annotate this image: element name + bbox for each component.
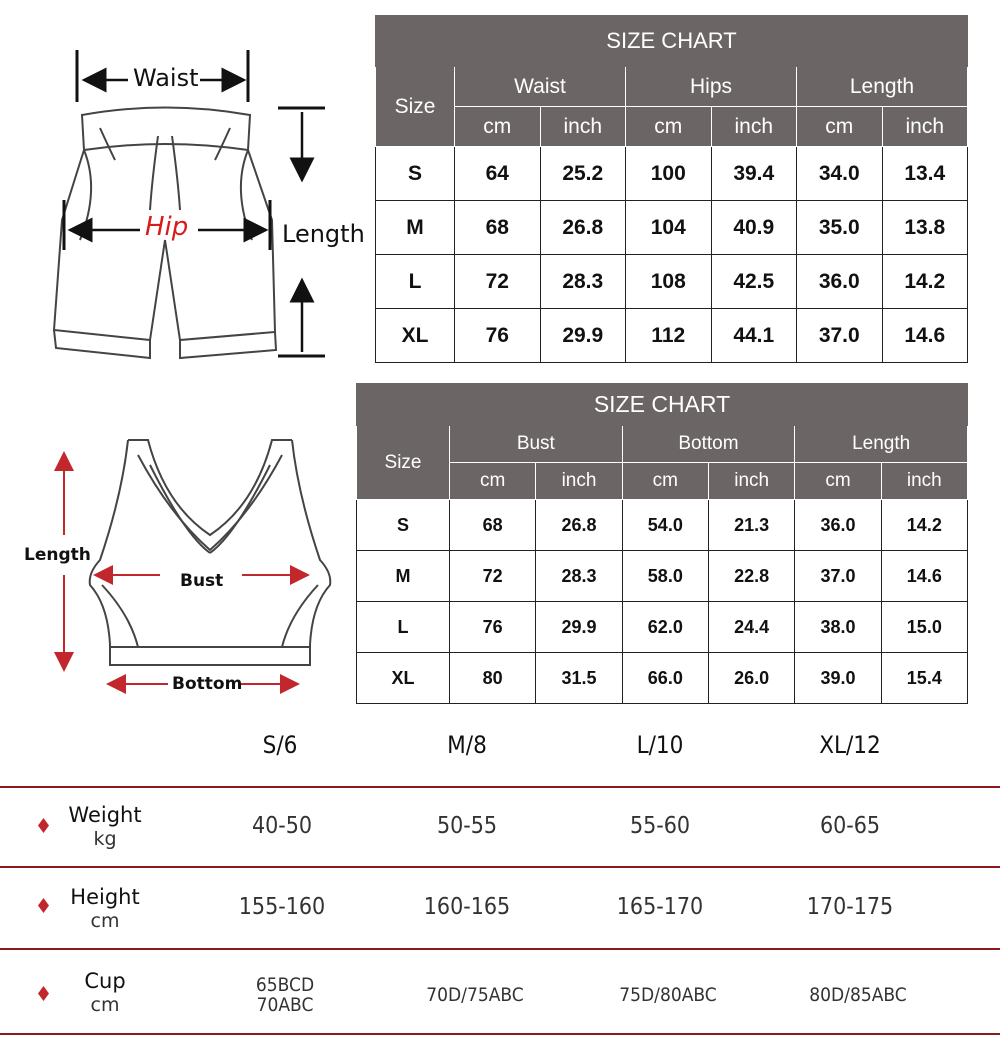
group-header-waist: Waist [455, 67, 626, 107]
group-header-bottom: Bottom [622, 426, 795, 463]
table-row [357, 653, 968, 704]
size-cell: XL [376, 309, 455, 363]
table-row [376, 255, 968, 309]
value-cell: 14.6 [882, 309, 968, 363]
value-cell: 14.6 [881, 551, 967, 602]
value-cell: 58.0 [622, 551, 708, 602]
size-cell: M [357, 551, 450, 602]
value-cell: 54.0 [622, 500, 708, 551]
size-column-header: XL/12 [819, 731, 881, 759]
value-cell: 28.3 [536, 551, 622, 602]
value-cell: 39.0 [795, 653, 881, 704]
table-row [357, 602, 968, 653]
value-cell: 39.4 [711, 147, 797, 201]
value-cell: 34.0 [797, 147, 883, 201]
size-cell: XL [357, 653, 450, 704]
value-cell: 80 [450, 653, 536, 704]
size-column-header: S/6 [262, 731, 298, 759]
value-cell: 40-50 [251, 813, 313, 839]
value-cell: 72 [455, 255, 541, 309]
size-column-header: M/8 [447, 731, 487, 759]
value-cell: 165-170 [616, 894, 704, 920]
table-row [357, 551, 968, 602]
value-cell: 29.9 [540, 309, 626, 363]
size-cell: L [357, 602, 450, 653]
value-cell: 80D/85ABC [809, 984, 907, 1006]
value-cell: 65BCD 70ABC [255, 974, 315, 1016]
group-header-length: Length [795, 426, 968, 463]
value-cell: 29.9 [536, 602, 622, 653]
size-header: Size [376, 67, 455, 147]
value-cell: 155-160 [238, 894, 326, 920]
value-cell: 108 [626, 255, 712, 309]
table-row [376, 201, 968, 255]
row-divider [0, 786, 1000, 788]
unit-header: inch [708, 463, 794, 500]
value-cell: 70D/75ABC [426, 984, 524, 1006]
unit-header: inch [881, 463, 967, 500]
unit-header: cm [626, 107, 712, 147]
length-label: Length [24, 545, 91, 565]
bust-label: Bust [180, 571, 224, 591]
unit-header: inch [711, 107, 797, 147]
shorts-size-chart-table [375, 15, 968, 363]
value-cell: 62.0 [622, 602, 708, 653]
value-cell: 64 [455, 147, 541, 201]
value-cell: 36.0 [795, 500, 881, 551]
size-header: Size [357, 426, 450, 500]
size-cell: M [376, 201, 455, 255]
waist-label: Waist [133, 64, 199, 92]
unit-header: inch [882, 107, 968, 147]
value-cell: 100 [626, 147, 712, 201]
value-cell: 44.1 [711, 309, 797, 363]
unit-header: cm [795, 463, 881, 500]
value-cell: 36.0 [797, 255, 883, 309]
value-cell: 14.2 [882, 255, 968, 309]
unit-header: inch [536, 463, 622, 500]
diamond-bullet-icon [38, 986, 49, 1001]
hip-label: Hip [145, 212, 189, 242]
table-row [376, 147, 968, 201]
value-cell: 50-55 [436, 813, 498, 839]
diamond-bullet-icon [38, 818, 49, 833]
table-title: SIZE CHART [376, 16, 968, 67]
value-cell: 13.8 [882, 201, 968, 255]
shorts-illustration [40, 40, 365, 370]
value-cell: 13.4 [882, 147, 968, 201]
value-cell: 75D/80ABC [619, 984, 717, 1006]
sports-bra-drawing [20, 425, 340, 715]
value-cell: 37.0 [795, 551, 881, 602]
value-cell: 66.0 [622, 653, 708, 704]
row-divider [0, 948, 1000, 950]
value-cell: 35.0 [797, 201, 883, 255]
size-cell: S [376, 147, 455, 201]
group-header-hips: Hips [626, 67, 797, 107]
row-label [55, 885, 155, 933]
value-cell: 170-175 [806, 894, 894, 920]
row-label-main: Weight [68, 803, 142, 827]
shorts-drawing [40, 40, 360, 370]
bra-size-chart-table [356, 383, 968, 704]
length-label: Length [282, 220, 365, 248]
value-cell: 40.9 [711, 201, 797, 255]
row-label-unit: cm [90, 910, 120, 932]
value-cell: 15.4 [881, 653, 967, 704]
row-divider [0, 866, 1000, 868]
value-cell: 76 [455, 309, 541, 363]
diamond-bullet-icon [38, 898, 49, 913]
value-cell: 24.4 [708, 602, 794, 653]
sports-bra-illustration [20, 425, 340, 715]
value-cell: 15.0 [881, 602, 967, 653]
unit-header: cm [797, 107, 883, 147]
value-cell: 26.0 [708, 653, 794, 704]
row-label-unit: cm [90, 994, 120, 1016]
value-cell: 68 [455, 201, 541, 255]
table-row [376, 309, 968, 363]
row-label-unit: kg [93, 828, 117, 850]
value-cell: 26.8 [540, 201, 626, 255]
unit-header: cm [622, 463, 708, 500]
value-cell: 37.0 [797, 309, 883, 363]
group-header-bust: Bust [450, 426, 623, 463]
table-row [357, 500, 968, 551]
value-cell: 38.0 [795, 602, 881, 653]
unit-header: inch [540, 107, 626, 147]
group-header-length: Length [797, 67, 968, 107]
value-cell: 112 [626, 309, 712, 363]
value-cell: 160-165 [423, 894, 511, 920]
value-cell: 42.5 [711, 255, 797, 309]
row-label [55, 969, 155, 1017]
value-cell: 68 [450, 500, 536, 551]
unit-header: cm [450, 463, 536, 500]
value-cell: 104 [626, 201, 712, 255]
value-cell: 14.2 [881, 500, 967, 551]
value-cell: 28.3 [540, 255, 626, 309]
value-cell: 72 [450, 551, 536, 602]
value-cell: 26.8 [536, 500, 622, 551]
unit-header: cm [455, 107, 541, 147]
row-label-main: Height [70, 885, 140, 909]
row-label [55, 803, 155, 851]
bottom-label: Bottom [172, 674, 243, 694]
table-title: SIZE CHART [357, 384, 968, 426]
value-cell: 22.8 [708, 551, 794, 602]
value-cell: 21.3 [708, 500, 794, 551]
value-cell: 60-65 [819, 813, 881, 839]
value-cell: 76 [450, 602, 536, 653]
size-cell: L [376, 255, 455, 309]
row-divider [0, 1033, 1000, 1035]
row-label-main: Cup [84, 969, 126, 993]
value-cell: 55-60 [629, 813, 691, 839]
size-column-header: L/10 [636, 731, 684, 759]
size-cell: S [357, 500, 450, 551]
value-cell: 31.5 [536, 653, 622, 704]
value-cell: 25.2 [540, 147, 626, 201]
